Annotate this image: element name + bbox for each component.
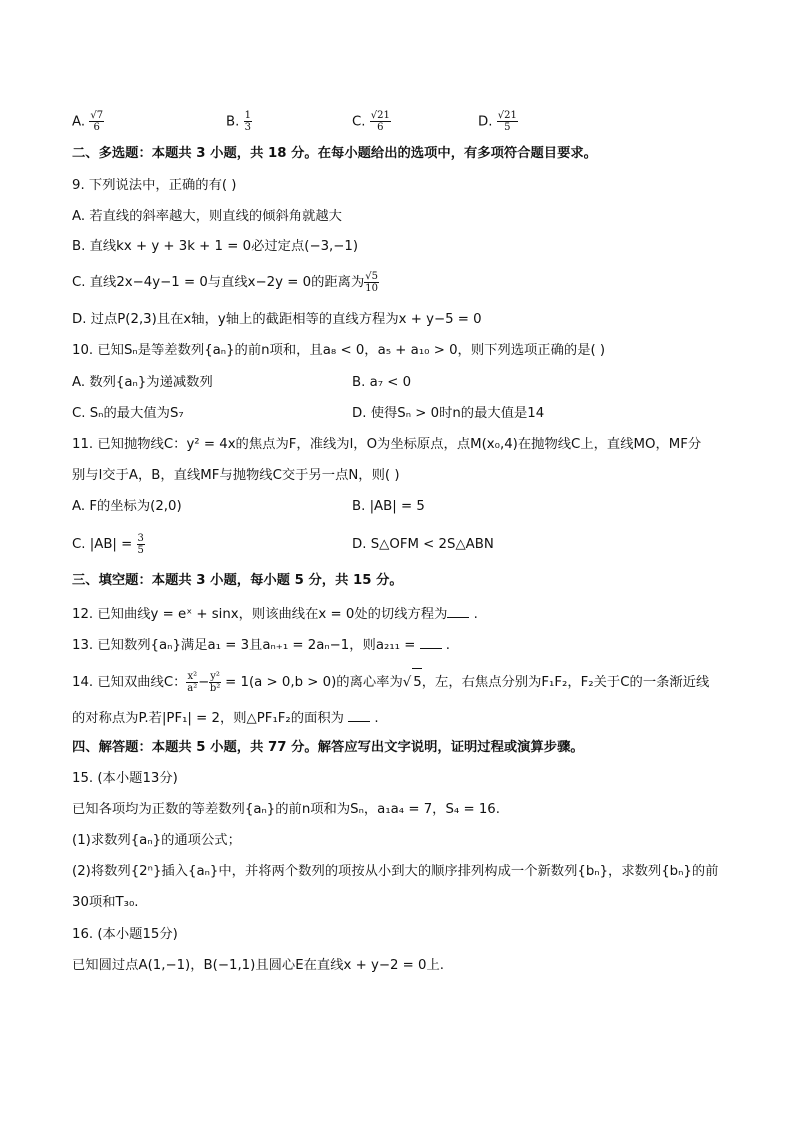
q11-option-d: D. S△OFM < 2S△ABN bbox=[352, 537, 494, 552]
q9-option-a: A. 若直线的斜率越大，则直线的倾斜角就越大 bbox=[72, 209, 342, 224]
q15-part1: (1)求数列{aₙ}的通项公式； bbox=[72, 833, 241, 848]
q13-answer-blank[interactable] bbox=[420, 635, 442, 649]
q11-stem-line2: 别与l交于A，B，直线MF与抛物线C交于另一点N，则( ) bbox=[72, 468, 400, 483]
q8-option-a: A. $\frac{√7}{6}$ bbox=[72, 110, 104, 133]
q8-option-d: D. $\frac{√21}{5}$ bbox=[478, 110, 517, 133]
q8-option-d-value: $\frac{√21}{5}$ bbox=[497, 110, 517, 133]
q10-option-b: B. a₇ < 0 bbox=[352, 375, 412, 390]
q10-option-d: D. 使得Sₙ > 0时n的最大值是14 bbox=[352, 406, 545, 421]
q16-stem: 已知圆过点A(1,−1)，B(−1,1)且圆心E在直线x + y−2 = 0上. bbox=[72, 958, 445, 973]
q12: 12. 已知曲线y = eˣ + sinx，则该曲线在x = 0处的切线方程为 . bbox=[72, 604, 734, 624]
q15-part2-line1: (2)将数列{2ⁿ}插入{aₙ}中，并将两个数列的项按从小到大的顺序排列构成一个新数列{bₙ}，求数列{bₙ}的前 bbox=[72, 864, 719, 879]
q8-option-c: C. $\frac{√21}{6}$ bbox=[352, 110, 390, 133]
q11-option-c-value: $\frac{3}{5}$ bbox=[137, 532, 144, 556]
q15-title: 15. (本小题13分) bbox=[72, 771, 178, 786]
q11-option-a: A. F的坐标为(2,0) bbox=[72, 499, 182, 514]
q14-line2: 的对称点为P.若|PF₁| = 2，则△PF₁F₂的面积为 . bbox=[72, 708, 734, 728]
q16-title: 16. (本小题15分) bbox=[72, 927, 178, 942]
q8-option-b: B. $\frac{1}{3}$ bbox=[226, 110, 251, 133]
q8-option-a-value: $\frac{√7}{6}$ bbox=[90, 110, 104, 133]
q15-part2-line2: 30项和T₃₀. bbox=[72, 895, 139, 910]
q14-fraction-y: $\frac{\text{y²}}{\text{b²}}$ bbox=[209, 670, 221, 694]
q9-option-c: C. 直线2x−4y−1 = 0与直线x−2y = 0的距离为 $\frac{√5}{10}$ bbox=[72, 270, 379, 294]
q8-option-c-value: $\frac{√21}{6}$ bbox=[370, 110, 390, 133]
section-3-heading: 三、填空题：本题共 3 小题，每小题 5 分，共 15 分。 bbox=[72, 573, 403, 588]
q14-answer-blank[interactable] bbox=[348, 708, 370, 722]
q12-answer-blank[interactable] bbox=[447, 604, 469, 618]
q9-stem: 9. 下列说法中，正确的有( ) bbox=[72, 178, 237, 193]
q10-stem: 10. 已知Sₙ是等差数列{aₙ}的前n项和，且a₈ < 0，a₅ + a₁₀ > 0，则下列选项正确的是( ) bbox=[72, 343, 606, 358]
q11-option-c: C. |AB| = $\frac{3}{5}$ bbox=[72, 532, 144, 556]
q13: 13. 已知数列{aₙ}满足a₁ = 3且aₙ₊₁ = 2aₙ−1，则a₂₁₁ = . bbox=[72, 635, 734, 655]
q14-fraction-x: $\frac{\text{x²}}{\text{a²}}$ bbox=[187, 670, 198, 694]
q9-option-d: D. 过点P(2,3)且在x轴，y轴上的截距相等的直线方程为x + y−5 = 0 bbox=[72, 312, 482, 327]
section-2-heading: 二、多选题：本题共 3 小题，共 18 分。在每小题给出的选项中，有多项符合题目要求。 bbox=[72, 146, 597, 161]
q9-option-c-value: $\frac{√5}{10}$ bbox=[365, 270, 379, 294]
q14-line1: 14. 已知双曲线C： $\frac{\text{x²}}{\text{a²}}$ − $\frac{\text{y²}}{\text{b²}}$ = 1(a > 0,b > 0)的离心率为√ 5，左，右焦点分别为F₁F₂，F₂关于C的一条渐近线 bbox=[72, 668, 734, 697]
q10-option-a: A. 数列{aₙ}为递减数列 bbox=[72, 375, 213, 390]
q8-option-b-value: $\frac{1}{3}$ bbox=[244, 110, 251, 133]
q11-option-b: B. |AB| = 5 bbox=[352, 499, 425, 514]
section-4-heading: 四、解答题：本题共 5 小题，共 77 分。解答应写出文字说明，证明过程或演算步骤。 bbox=[72, 740, 584, 755]
q10-option-c: C. Sₙ的最大值为S₇ bbox=[72, 406, 184, 421]
q11-stem-line1: 11. 已知抛物线C：y² = 4x的焦点为F，准线为l，O为坐标原点，点M(x₀,4)在抛物线C上，直线MO，MF分 bbox=[72, 437, 702, 452]
q9-option-b: B. 直线kx + y + 3k + 1 = 0必过定点(−3,−1) bbox=[72, 239, 359, 254]
q15-stem: 已知各项均为正数的等差数列{aₙ}的前n项和为Sₙ，a₁a₄ = 7，S₄ = 16. bbox=[72, 802, 500, 817]
